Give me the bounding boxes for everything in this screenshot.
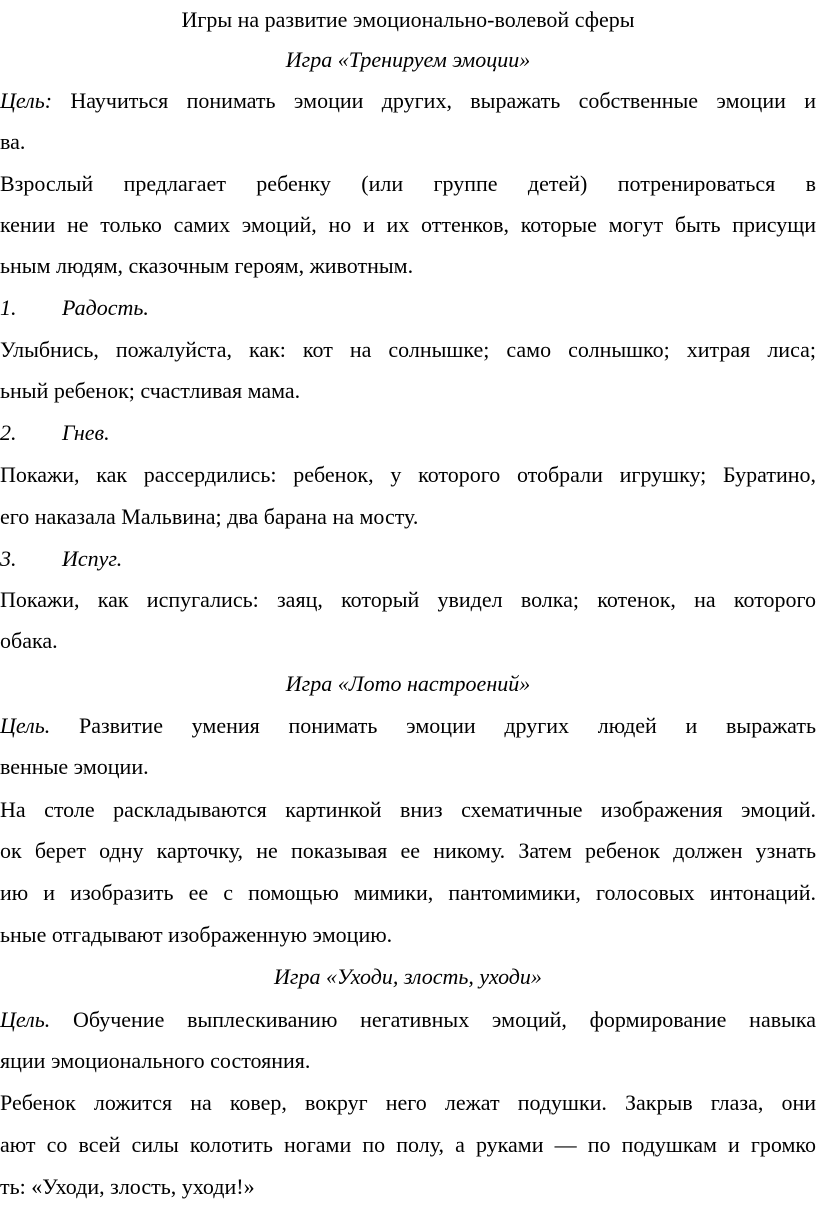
game1-item1-label: Радость. [62,295,149,320]
game1-item1-line1: Улыбнись, пожалуйста, как: кот на солнышке; само солнышко; хитрая лиса; [0,337,816,362]
game2-heading: Игра «Лото настроений» [285,671,531,696]
game2-desc-line3: ию и изобразить ее с помощью мимики, пантомимики, голосовых интонаций. [0,880,816,905]
game1-item3-number: 3. [0,546,17,571]
game1-item1-heading [0,288,816,328]
game1-item1-line2: ьный ребенок; счастливая мама. [0,378,301,403]
game3-goal-line1 [0,1000,816,1040]
game2-goal-label: Цель. [0,713,51,738]
game1-goal-label: Цель: [0,88,53,113]
game1-item1-number: 1. [0,295,17,320]
game1-item3-heading [0,539,816,579]
game3-heading: Игра «Уходи, злость, уходи» [274,964,542,989]
game1-goal-line2: ва. [0,129,26,154]
game1-item2-line2: его наказала Мальвина; два барана на мосту. [0,504,419,529]
game1-item3-line1: Покажи, как испугались: заяц, который увидел волка; котенок, на которого [0,587,816,612]
game2-goal-text: Развитие умения понимать эмоции других людей и выражать [78,713,816,738]
game1-item3-label: Испуг. [62,546,123,571]
game1-item2-label: Гнев. [62,420,110,445]
game1-item2-line1: Покажи, как рассердились: ребенок, у которого отобрали игрушку; Буратино, [0,462,816,487]
game3-desc-line1: Ребенок ложится на ковер, вокруг него лежат подушки. Закрыв глаза, они [0,1090,816,1115]
game2-desc-line4: ьные отгадывают изображенную эмоцию. [0,922,393,947]
game1-desc-line2: кении не только самих эмоций, но и их оттенков, которые могут быть присущи [0,212,816,237]
document-title: Игры на развитие эмоционально-волевой сферы [181,7,635,32]
game3-desc-line2: ают со всей силы колотить ногами по полу, а руками — по подушкам и громко [0,1132,816,1157]
game1-item3-line2: обака. [0,628,58,653]
game1-goal-text: Научиться понимать эмоции других, выражать собственные эмоции и [70,88,816,113]
game3-goal-line2: яции эмоционального состояния. [0,1048,311,1073]
game2-goal-line1 [0,706,816,746]
game1-desc-line1: Взрослый предлагает ребенку (или группе детей) потренироваться в [0,171,816,196]
game3-goal-label: Цель. [0,1007,51,1032]
game3-desc-line3: ть: «Уходи, злость, уходи!» [0,1174,255,1199]
game2-goal-line2: венные эмоции. [0,754,149,779]
game2-desc-line2: ок берет одну карточку, не показывая ее никому. Затем ребенок должен узнать [0,838,816,863]
game3-goal-text: Обучение выплескиванию негативных эмоций, формирование навыка [72,1007,816,1032]
game1-desc-line3: ьным людям, сказочным героям, животным. [0,253,414,278]
game2-desc-line1: На столе раскладываются картинкой вниз схематичные изображения эмоций. [0,797,816,822]
game1-goal-line1 [0,81,816,121]
game1-heading: Игра «Тренируем эмоции» [285,47,531,72]
game1-item2-heading [0,413,816,453]
game1-item2-number: 2. [0,420,17,445]
